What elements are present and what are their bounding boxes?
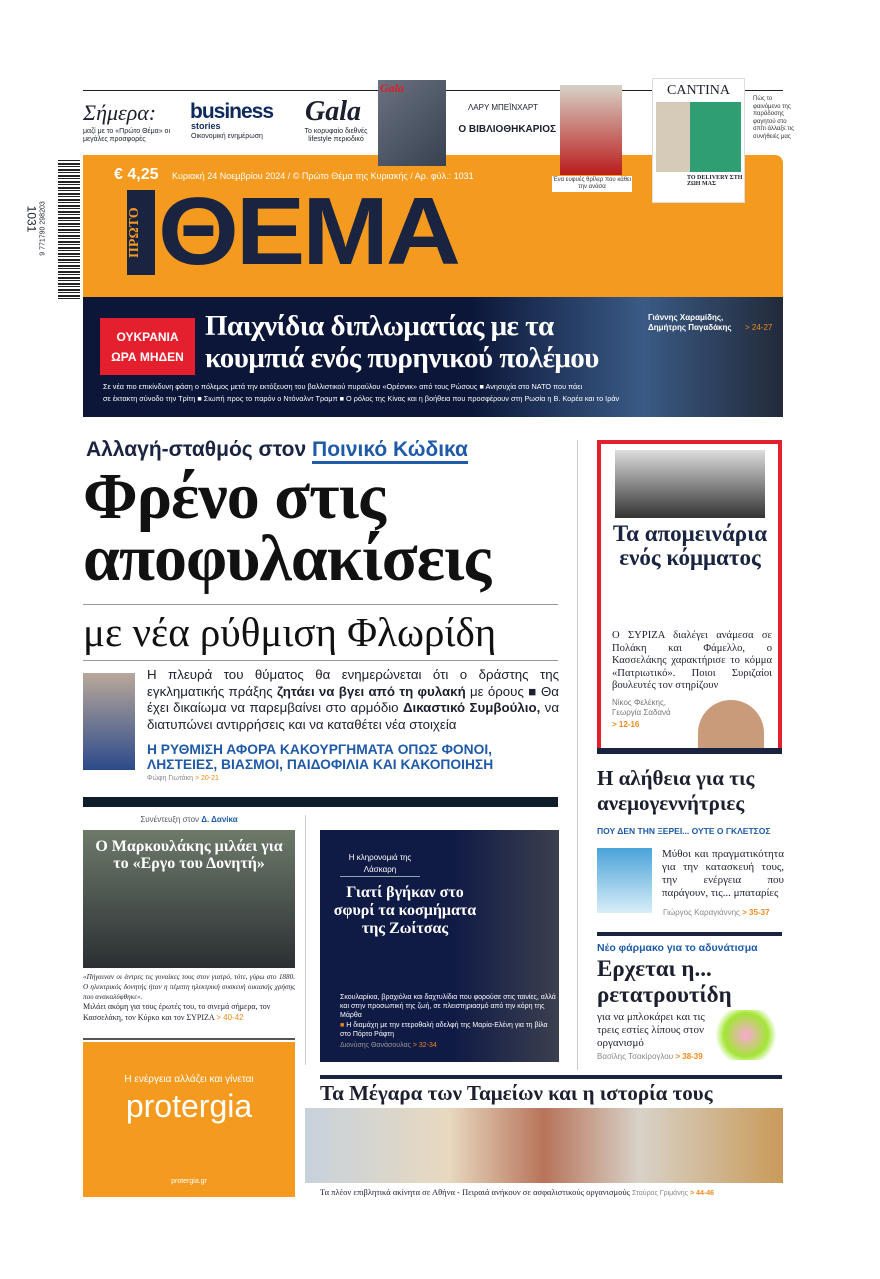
syriza-photo: [615, 450, 765, 518]
ukraine-headline: Παιχνίδια διπλωματίας με τα κουμπιά ενός πυρηνικού πολέμου: [205, 310, 599, 374]
issue-number-side: 1031: [24, 205, 39, 233]
section-bar: [83, 797, 558, 807]
logo-thema[interactable]: ΘΕΜΑ: [158, 178, 458, 286]
interview-quote: «Πήγαιναν οι άντρες τις γυναίκες τους στον γιατρό, τότε, γύρω στο 1880. Ο ηλεκτρικός δονητής ήταν η πέμπτη ηλεκτρική συσκευή οικιακής χρήσης που ανακαλύφθηκε».: [83, 973, 295, 1001]
syriza-pages: > 12-16: [612, 720, 640, 729]
logo-proto: ΠΡΩΤΟ: [127, 190, 155, 275]
interview-body: Μιλάει ακόμη για τους έρωτές του, το σινεμά σήμερα, τον Κασσελάκη, τον Κύρκο και τον ΣΥΡΙΖΑ > 40-42: [83, 1002, 271, 1022]
jewels-body2: ■ Η διαμάχη με την ετεροθαλή αδελφή της Μαρία-Ελένη για τη βίλα στο Πόρτο Ράφτη: [340, 1022, 548, 1038]
gala-cover-image: Gala: [378, 80, 446, 166]
syriza-body: Ο ΣΥΡΙΖΑ διαλέγει ανάμεσα σε Πολάκη και Φάμελλο, ο Κασσελάκης χαρακτήρισε το κόμμα «Πατριωτικό». Ποιοι Συριζαίοι βουλευτές τον στηρίζουν: [612, 630, 772, 691]
ad-url[interactable]: protergia.gr: [171, 1178, 207, 1185]
barcode-number: 9 771790 298203: [40, 169, 47, 289]
syriza-authors: Νίκος Φελέκης, Γεωργία Σαδανά: [612, 698, 671, 717]
ukraine-authors: Γιάννης Χαραμίδης, Δημήτρης Παγαδάκης: [648, 313, 732, 332]
lead-headline[interactable]: Φρένο στις αποφυλακίσεις: [83, 460, 491, 595]
column-divider: [305, 815, 306, 1065]
wind-byline: Γιώργος Καραγιάννης > 35-37: [663, 908, 770, 917]
book-title: Ο ΒΙΒΛΙΟΘΗΚΑΡΙΟΣ: [458, 124, 556, 135]
drug-kicker: Νέο φάρμακο για το αδυνάτισμα: [597, 942, 758, 954]
divider: [83, 604, 558, 605]
drug-headline[interactable]: Ερχεται η... ρετατρουτίδη: [597, 956, 732, 1007]
jewels-headline: Γιατί βγήκαν στο σφυρί τα κοσμήματα της Ζωίτσας: [333, 884, 477, 937]
cantina-desc: Πώς το φαινόμενο της παράδοσης φαγητού στο σπίτι άλλαξε τις συνήθειές μας: [753, 96, 795, 140]
lead-highlight: Η ΡΥΘΜΙΣΗ ΑΦΟΡΑ ΚΑΚΟΥΡΓΗΜΑΤΑ ΟΠΩΣ ΦΟΝΟΙ, ΛΗΣΤΕΙΕΣ, ΒΙΑΣΜΟΙ, ΠΑΙΔΟΦΙΛΙΑ ΚΑΙ ΚΑΚΟΠΟΙΗΣΗ: [147, 742, 494, 772]
divider: [320, 1075, 782, 1079]
lead-body: Η πλευρά του θύματος θα ενημερώνεται ότι ο δράστης της εγκληματικής πράξης ζητάει να βγει από τη φυλακή με όρους ■ Θα έχει δικαίωμα να παρεμβαίνει στο αρμόδιο Δικαστικό Συμβούλιο, να διατυπώνει αντιρρήσεις και να καταθέτει νέα στοιχεία: [147, 667, 560, 732]
wind-body: Μύθοι και πραγματικότητα για την κατασκευή τους, την ενέργεια που παράγουν, τις... μπαταρίες: [662, 848, 784, 899]
ad-brand-logo: protergia: [125, 1088, 253, 1124]
divider: [83, 660, 558, 661]
megara-headline[interactable]: Τα Μέγαρα των Ταμείων και η ιστορία τους: [320, 1081, 713, 1105]
business-logo[interactable]: business: [190, 100, 274, 123]
drug-body: για να μπλοκάρει και τις τρεις εστίες λίπους στον οργανισμό: [597, 1011, 705, 1049]
divider: [83, 1038, 295, 1040]
business-desc: Οικονομική ενημέρωση: [191, 133, 263, 140]
syriza-headline: Τα απομεινάρια ενός κόμματος: [612, 521, 768, 570]
lead-subhead: με νέα ρύθμιση Φλωρίδη: [83, 609, 497, 655]
jewels-tag: Η κληρονομιά της Λάσκαρη: [340, 852, 420, 877]
today-label: Σήμερα:: [83, 100, 157, 125]
gala-desc: Το κορυφαίο διεθνές lifestyle περιοδικό: [304, 128, 368, 143]
cantina-cover[interactable]: CANTINA TO DELIVERY ΣΤΗ ΖΩΗ ΜΑΣ: [652, 78, 745, 203]
book-desc: Ένα ευφυές θρίλερ που κάθει την ανάσα: [552, 177, 632, 190]
price: € 4,25: [114, 166, 159, 183]
book-cover-image: [560, 85, 622, 175]
today-sub: μαζί με το «Πρώτο Θέμα» οι μεγάλες προσφορές: [83, 128, 171, 143]
jewels-byline: Διονύσης Θανάσουλας > 32-34: [340, 1042, 437, 1049]
divider: [597, 932, 782, 936]
pills-image: [710, 1010, 782, 1060]
interview-kicker: Συνέντευξη στον Δ. Δανίκα: [140, 815, 238, 824]
ad-tagline: Η ενέργεια αλλάζει και γίνεται: [124, 1074, 254, 1085]
buildings-photo: [305, 1108, 783, 1183]
gala-logo[interactable]: Gala: [305, 96, 361, 127]
book-author: ΛΑΡΥ ΜΠΕΪΝΧΑΡΤ: [467, 103, 539, 112]
minister-photo: [83, 673, 135, 770]
windmill-photo: [597, 848, 652, 913]
jewels-body: Σκουλαρίκια, βραχιόλια και δαχτυλίδια που φορούσε στις ταινίες, αλλά και στην προσωπική της ζωή, σε πλειστηριασμό από την κόρη της Μάρθα: [340, 994, 556, 1019]
lead-kicker: Αλλαγή-σταθμός στον Ποινικό Κώδικα: [86, 438, 468, 462]
lead-byline: Φώφη Γιωτάκη > 20-21: [147, 775, 219, 782]
business-sub: stories: [191, 121, 221, 131]
dateline: Κυριακή 24 Νοεμβρίου 2024 / © Πρώτο Θέμα της Κυριακής / Αρ. φύλ.: 1031: [172, 171, 474, 181]
interview-headline: Ο Μαρκουλάκης μιλάει για το «Εργο του Δονητή»: [95, 838, 283, 872]
drug-byline: Βασίλης Τσακίρογλου > 38-39: [597, 1052, 703, 1061]
ukraine-summary: Σε νέα πιο επικίνδυνη φάση ο πόλεμος μετά την εκτόξευση του βαλλιστικού πυραύλου «Ορέσνικ» από τους Ρώσους ■ Ανησυχία στο ΝΑΤΟ που πάει σε έκτακτη σύνοδο την Τρίτη ■ Σιωπή προς το παρόν ο Ντόναλντ Τραμπ ■ Ο ρόλος της Κίνας και η βοήθεια που προσφέρουν στη Ρωσία η Β. Κορέα και το Ιράν: [103, 382, 620, 403]
ukraine-tag: ΟΥΚΡΑΝΙΑ ΩΡΑ ΜΗΔΕΝ: [100, 318, 195, 375]
barcode: [58, 160, 80, 300]
wind-headline[interactable]: Η αλήθεια για τις ανεμογεννήτριες: [597, 766, 755, 815]
divider: [597, 748, 782, 754]
column-divider: [577, 440, 578, 1070]
megara-caption: Τα πλέον επιβλητικά ακίνητα σε Αθήνα - Πειραιά ανήκουν σε ασφαλιστικούς οργανισμούς Σταύρος Γριμάνης > 44-46: [320, 1187, 715, 1197]
wind-kicker: ΠΟΥ ΔΕΝ ΤΗΝ ΞΕΡΕΙ... ΟΥΤΕ Ο ΓΚΛΕΤΣΟΣ: [597, 826, 771, 836]
ukraine-pages: > 24-27: [745, 323, 773, 332]
